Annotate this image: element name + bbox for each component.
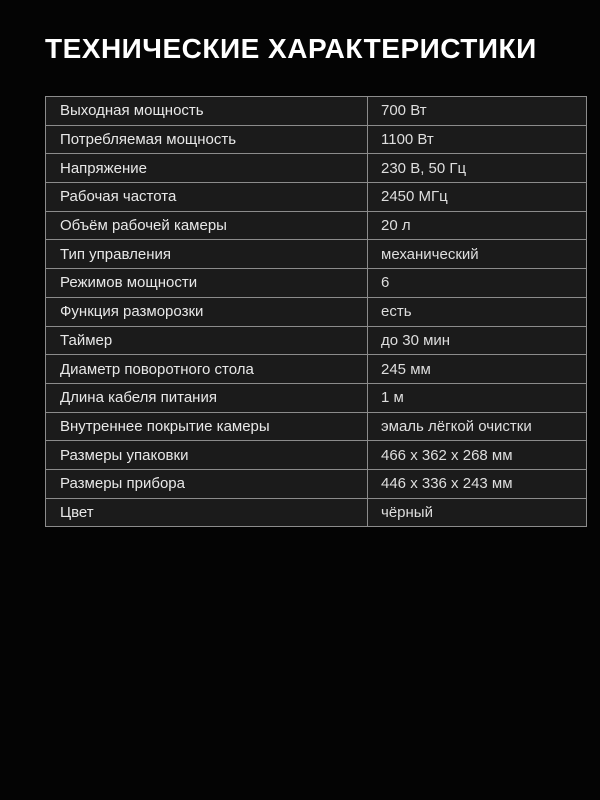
spec-value: есть [368, 297, 587, 326]
spec-name: Размеры упаковки [46, 441, 368, 470]
table-row [46, 97, 587, 126]
table-row [46, 297, 587, 326]
spec-name: Объём рабочей камеры [46, 211, 368, 240]
table-row [46, 383, 587, 412]
table-row [46, 355, 587, 384]
table-row [46, 183, 587, 212]
spec-name: Функция разморозки [46, 297, 368, 326]
spec-value: до 30 мин [368, 326, 587, 355]
spec-name: Диаметр поворотного стола [46, 355, 368, 384]
spec-name: Режимов мощности [46, 269, 368, 298]
table-row [46, 441, 587, 470]
spec-value: 466 x 362 x 268 мм [368, 441, 587, 470]
table-row [46, 154, 587, 183]
table-row [46, 211, 587, 240]
spec-name: Рабочая частота [46, 183, 368, 212]
spec-value: 1 м [368, 383, 587, 412]
spec-table [45, 96, 587, 527]
spec-value: 2450 МГц [368, 183, 587, 212]
table-row [46, 498, 587, 527]
spec-name: Цвет [46, 498, 368, 527]
spec-name: Тип управления [46, 240, 368, 269]
spec-name: Внутреннее покрытие камеры [46, 412, 368, 441]
spec-value: 1100 Вт [368, 125, 587, 154]
spec-value: 6 [368, 269, 587, 298]
spec-value: чёрный [368, 498, 587, 527]
table-row [46, 125, 587, 154]
table-row [46, 326, 587, 355]
spec-value: 700 Вт [368, 97, 587, 126]
table-row [46, 269, 587, 298]
spec-name: Длина кабеля питания [46, 383, 368, 412]
spec-value: механический [368, 240, 587, 269]
spec-value: эмаль лёгкой очистки [368, 412, 587, 441]
spec-value: 20 л [368, 211, 587, 240]
spec-name: Напряжение [46, 154, 368, 183]
page-title: ТЕХНИЧЕСКИЕ ХАРАКТЕРИСТИКИ [45, 33, 537, 64]
table-row [46, 240, 587, 269]
spec-name: Выходная мощность [46, 97, 368, 126]
spec-name: Размеры прибора [46, 469, 368, 498]
spec-name: Таймер [46, 326, 368, 355]
table-row [46, 469, 587, 498]
spec-value: 245 мм [368, 355, 587, 384]
spec-value: 230 В, 50 Гц [368, 154, 587, 183]
spec-value: 446 x 336 x 243 мм [368, 469, 587, 498]
spec-name: Потребляемая мощность [46, 125, 368, 154]
table-row [46, 412, 587, 441]
